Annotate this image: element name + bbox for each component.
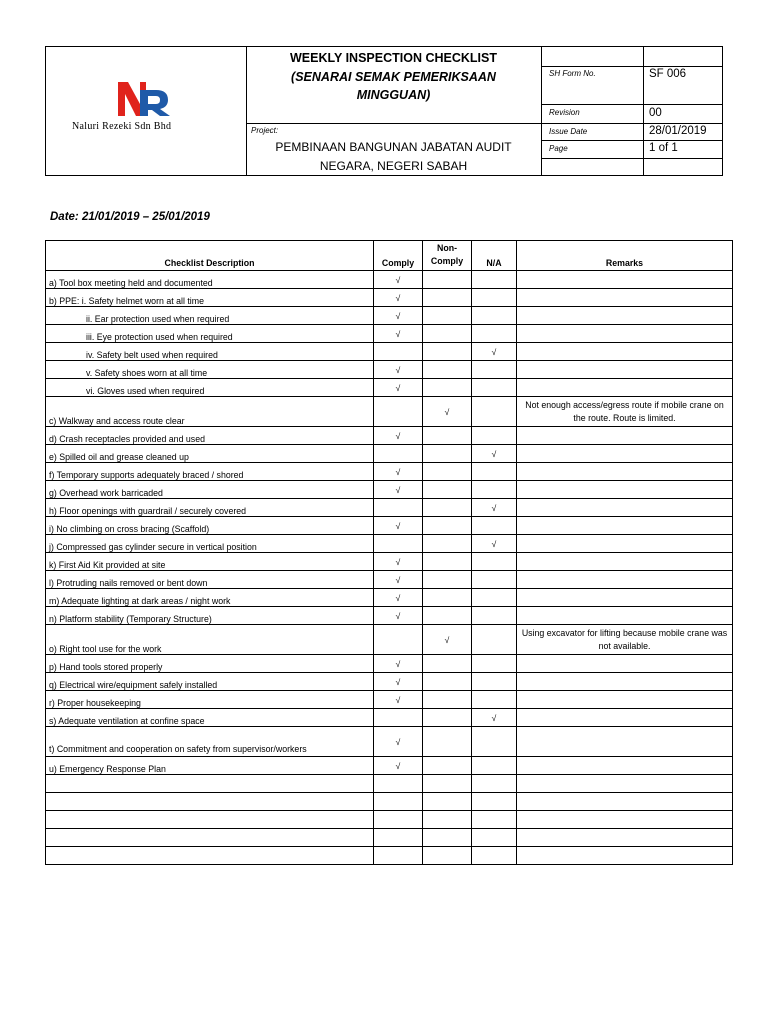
checklist-description-cell [46, 847, 374, 865]
remarks-cell [517, 517, 733, 535]
remarks-cell [517, 757, 733, 775]
na-mark-cell [472, 571, 517, 589]
remarks-cell [517, 379, 733, 397]
form-subtitle-line2: MINGGUAN) [356, 88, 431, 102]
remarks-cell [517, 535, 733, 553]
checklist-description-cell: e) Spilled oil and grease cleaned up [46, 445, 374, 463]
remarks-cell [517, 829, 733, 847]
checklist-description-cell: ii. Ear protection used when required [46, 307, 374, 325]
checklist-description-cell: iii. Eye protection used when required [46, 325, 374, 343]
table-row [46, 571, 733, 589]
comply-mark-cell: √ [374, 607, 423, 625]
non-comply-mark-cell: √ [423, 397, 472, 427]
project-name-line2: NEGARA, NEGERI SABAH [319, 159, 468, 173]
comply-mark-cell: √ [374, 589, 423, 607]
comply-mark-cell: √ [374, 307, 423, 325]
remarks-cell [517, 691, 733, 709]
remarks-cell [517, 571, 733, 589]
na-mark-cell [472, 361, 517, 379]
comply-mark-cell [374, 499, 423, 517]
comply-mark-cell: √ [374, 325, 423, 343]
checklist-description-cell: n) Platform stability (Temporary Structure) [46, 607, 374, 625]
table-row [46, 757, 733, 775]
inspection-date-range: Date: 21/01/2019 – 25/01/2019 [50, 211, 210, 223]
project-name-line1: PEMBINAAN BANGUNAN JABATAN AUDIT [275, 140, 512, 154]
na-mark-cell [472, 607, 517, 625]
form-no-label: SH Form No. [549, 69, 596, 78]
col-header-comply: Comply [374, 241, 423, 271]
non-comply-mark-cell [423, 571, 472, 589]
na-mark-cell [472, 553, 517, 571]
remarks-cell [517, 847, 733, 865]
table-row [46, 307, 733, 325]
non-comply-mark-cell [423, 307, 472, 325]
na-mark-cell: √ [472, 499, 517, 517]
na-mark-cell [472, 673, 517, 691]
project-label: Project: [251, 126, 279, 135]
comply-mark-cell: √ [374, 553, 423, 571]
non-comply-mark-cell [423, 811, 472, 829]
table-row [46, 727, 733, 757]
non-comply-mark-cell [423, 517, 472, 535]
comply-mark-cell: √ [374, 673, 423, 691]
table-row [46, 775, 733, 793]
table-header-row [46, 241, 733, 271]
checklist-description-cell: g) Overhead work barricaded [46, 481, 374, 499]
remarks-cell [517, 361, 733, 379]
form-no-value: SF 006 [649, 68, 687, 80]
na-mark-cell [472, 397, 517, 427]
checklist-body [46, 271, 733, 865]
comply-mark-cell [374, 793, 423, 811]
checklist-description-cell: a) Tool box meeting held and documented [46, 271, 374, 289]
non-comply-mark-cell [423, 829, 472, 847]
table-row [46, 535, 733, 553]
page-label: Page [549, 144, 568, 153]
na-mark-cell [472, 325, 517, 343]
na-mark-cell [472, 289, 517, 307]
table-row [46, 709, 733, 727]
checklist-description-cell: vi. Gloves used when required [46, 379, 374, 397]
checklist-description-cell: l) Protruding nails removed or bent down [46, 571, 374, 589]
checklist-description-cell: o) Right tool use for the work [46, 625, 374, 655]
na-mark-cell [472, 775, 517, 793]
col-header-description: Checklist Description [46, 241, 374, 271]
non-comply-mark-cell: √ [423, 625, 472, 655]
table-row [46, 793, 733, 811]
remarks-cell [517, 343, 733, 361]
table-row [46, 829, 733, 847]
non-comply-mark-cell [423, 289, 472, 307]
table-row [46, 553, 733, 571]
na-mark-cell [472, 691, 517, 709]
table-row [46, 481, 733, 499]
checklist-description-cell: j) Compressed gas cylinder secure in vertical position [46, 535, 374, 553]
non-comply-mark-cell [423, 673, 472, 691]
non-comply-mark-cell [423, 553, 472, 571]
comply-mark-cell: √ [374, 517, 423, 535]
table-row [46, 589, 733, 607]
na-mark-cell: √ [472, 445, 517, 463]
na-mark-cell [472, 625, 517, 655]
remarks-cell [517, 463, 733, 481]
non-comply-mark-cell [423, 463, 472, 481]
comply-mark-cell: √ [374, 361, 423, 379]
table-row [46, 847, 733, 865]
na-mark-cell [472, 427, 517, 445]
table-row [46, 271, 733, 289]
company-name: Naluri Rezeki Sdn Bhd [72, 121, 172, 132]
header-divider [541, 158, 723, 159]
checklist-description-cell: b) PPE: i. Safety helmet worn at all time [46, 289, 374, 307]
na-mark-cell [472, 463, 517, 481]
remarks-cell [517, 481, 733, 499]
remarks-cell [517, 673, 733, 691]
remarks-cell [517, 325, 733, 343]
table-row [46, 397, 733, 427]
remarks-cell [517, 553, 733, 571]
non-comply-mark-cell [423, 481, 472, 499]
non-comply-mark-cell [423, 691, 472, 709]
comply-mark-cell: √ [374, 655, 423, 673]
checklist-description-cell: k) First Aid Kit provided at site [46, 553, 374, 571]
na-mark-cell [472, 307, 517, 325]
header-divider [246, 123, 723, 124]
non-comply-mark-cell [423, 343, 472, 361]
col-header-non-comply-text: Non- Comply [430, 243, 464, 266]
na-mark-cell: √ [472, 535, 517, 553]
table-row [46, 289, 733, 307]
non-comply-mark-cell [423, 499, 472, 517]
table-row [46, 673, 733, 691]
checklist-description-cell: s) Adequate ventilation at confine space [46, 709, 374, 727]
remarks-cell [517, 775, 733, 793]
comply-mark-cell [374, 847, 423, 865]
table-row [46, 607, 733, 625]
remarks-cell [517, 427, 733, 445]
non-comply-mark-cell [423, 589, 472, 607]
checklist-description-cell: r) Proper housekeeping [46, 691, 374, 709]
na-mark-cell [472, 847, 517, 865]
checklist-description-cell [46, 811, 374, 829]
comply-mark-cell: √ [374, 691, 423, 709]
na-mark-cell [472, 811, 517, 829]
comply-mark-cell [374, 343, 423, 361]
remarks-cell [517, 307, 733, 325]
company-logo [70, 80, 180, 120]
remarks-cell [517, 589, 733, 607]
checklist-description-cell: v. Safety shoes worn at all time [46, 361, 374, 379]
checklist-description-cell: q) Electrical wire/equipment safely installed [46, 673, 374, 691]
non-comply-mark-cell [423, 775, 472, 793]
table-row [46, 379, 733, 397]
non-comply-mark-cell [423, 793, 472, 811]
table-row [46, 691, 733, 709]
table-row [46, 361, 733, 379]
na-mark-cell [472, 793, 517, 811]
remarks-cell [517, 607, 733, 625]
issue-date-label: Issue Date [549, 127, 588, 136]
table-row [46, 463, 733, 481]
comply-mark-cell: √ [374, 571, 423, 589]
na-mark-cell [472, 517, 517, 535]
revision-value: 00 [649, 107, 662, 119]
non-comply-mark-cell [423, 445, 472, 463]
comply-mark-cell [374, 709, 423, 727]
checklist-description-cell [46, 793, 374, 811]
na-mark-cell: √ [472, 343, 517, 361]
checklist-description-cell: h) Floor openings with guardrail / securely covered [46, 499, 374, 517]
remarks-cell [517, 709, 733, 727]
remarks-cell: Using excavator for lifting because mobile crane was not available. [517, 625, 733, 655]
checklist-description-cell: p) Hand tools stored properly [46, 655, 374, 673]
non-comply-mark-cell [423, 757, 472, 775]
comply-mark-cell: √ [374, 379, 423, 397]
comply-mark-cell: √ [374, 427, 423, 445]
non-comply-mark-cell [423, 361, 472, 379]
table-row [46, 343, 733, 361]
remarks-cell [517, 445, 733, 463]
comply-mark-cell [374, 811, 423, 829]
non-comply-mark-cell [423, 727, 472, 757]
remarks-cell [517, 793, 733, 811]
table-row [46, 811, 733, 829]
na-mark-cell: √ [472, 709, 517, 727]
header-divider [541, 66, 723, 67]
checklist-description-cell: t) Commitment and cooperation on safety from supervisor/workers [46, 727, 374, 757]
comply-mark-cell [374, 535, 423, 553]
non-comply-mark-cell [423, 427, 472, 445]
non-comply-mark-cell [423, 655, 472, 673]
issue-date-value: 28/01/2019 [649, 125, 707, 137]
checklist-description-cell: u) Emergency Response Plan [46, 757, 374, 775]
table-row [46, 499, 733, 517]
na-mark-cell [472, 481, 517, 499]
table-row [46, 517, 733, 535]
header-divider [541, 140, 723, 141]
table-row [46, 325, 733, 343]
na-mark-cell [472, 727, 517, 757]
checklist-description-cell [46, 829, 374, 847]
na-mark-cell [472, 271, 517, 289]
table-row [46, 655, 733, 673]
non-comply-mark-cell [423, 325, 472, 343]
comply-mark-cell: √ [374, 757, 423, 775]
col-header-non-comply [423, 241, 472, 271]
na-mark-cell [472, 757, 517, 775]
checklist-description-cell: f) Temporary supports adequately braced / shored [46, 463, 374, 481]
comply-mark-cell [374, 625, 423, 655]
comply-mark-cell [374, 445, 423, 463]
na-mark-cell [472, 655, 517, 673]
non-comply-mark-cell [423, 847, 472, 865]
comply-mark-cell: √ [374, 271, 423, 289]
col-header-remarks: Remarks [517, 241, 733, 271]
table-row [46, 625, 733, 655]
remarks-cell [517, 271, 733, 289]
comply-mark-cell [374, 775, 423, 793]
na-mark-cell [472, 589, 517, 607]
comply-mark-cell: √ [374, 481, 423, 499]
non-comply-mark-cell [423, 379, 472, 397]
na-mark-cell [472, 379, 517, 397]
checklist-description-cell: i) No climbing on cross bracing (Scaffold) [46, 517, 374, 535]
non-comply-mark-cell [423, 271, 472, 289]
non-comply-mark-cell [423, 607, 472, 625]
checklist-description-cell: c) Walkway and access route clear [46, 397, 374, 427]
remarks-cell [517, 655, 733, 673]
col-header-na: N/A [472, 241, 517, 271]
remarks-cell [517, 499, 733, 517]
remarks-cell: Not enough access/egress route if mobile crane on the route. Route is limited. [517, 397, 733, 427]
non-comply-mark-cell [423, 709, 472, 727]
form-title: WEEKLY INSPECTION CHECKLIST [290, 51, 497, 65]
na-mark-cell [472, 829, 517, 847]
comply-mark-cell: √ [374, 727, 423, 757]
remarks-cell [517, 811, 733, 829]
remarks-cell [517, 727, 733, 757]
checklist-description-cell: m) Adequate lighting at dark areas / night work [46, 589, 374, 607]
checklist-description-cell [46, 775, 374, 793]
comply-mark-cell: √ [374, 463, 423, 481]
comply-mark-cell [374, 829, 423, 847]
revision-label: Revision [549, 108, 580, 117]
remarks-cell [517, 289, 733, 307]
checklist-description-cell: d) Crash receptacles provided and used [46, 427, 374, 445]
page-value: 1 of 1 [649, 142, 678, 154]
form-subtitle-line1: (SENARAI SEMAK PEMERIKSAAN [291, 70, 496, 84]
checklist-table [45, 240, 733, 865]
non-comply-mark-cell [423, 535, 472, 553]
comply-mark-cell: √ [374, 289, 423, 307]
table-row [46, 427, 733, 445]
checklist-description-cell: iv. Safety belt used when required [46, 343, 374, 361]
comply-mark-cell [374, 397, 423, 427]
table-row [46, 445, 733, 463]
header-divider [541, 104, 723, 105]
